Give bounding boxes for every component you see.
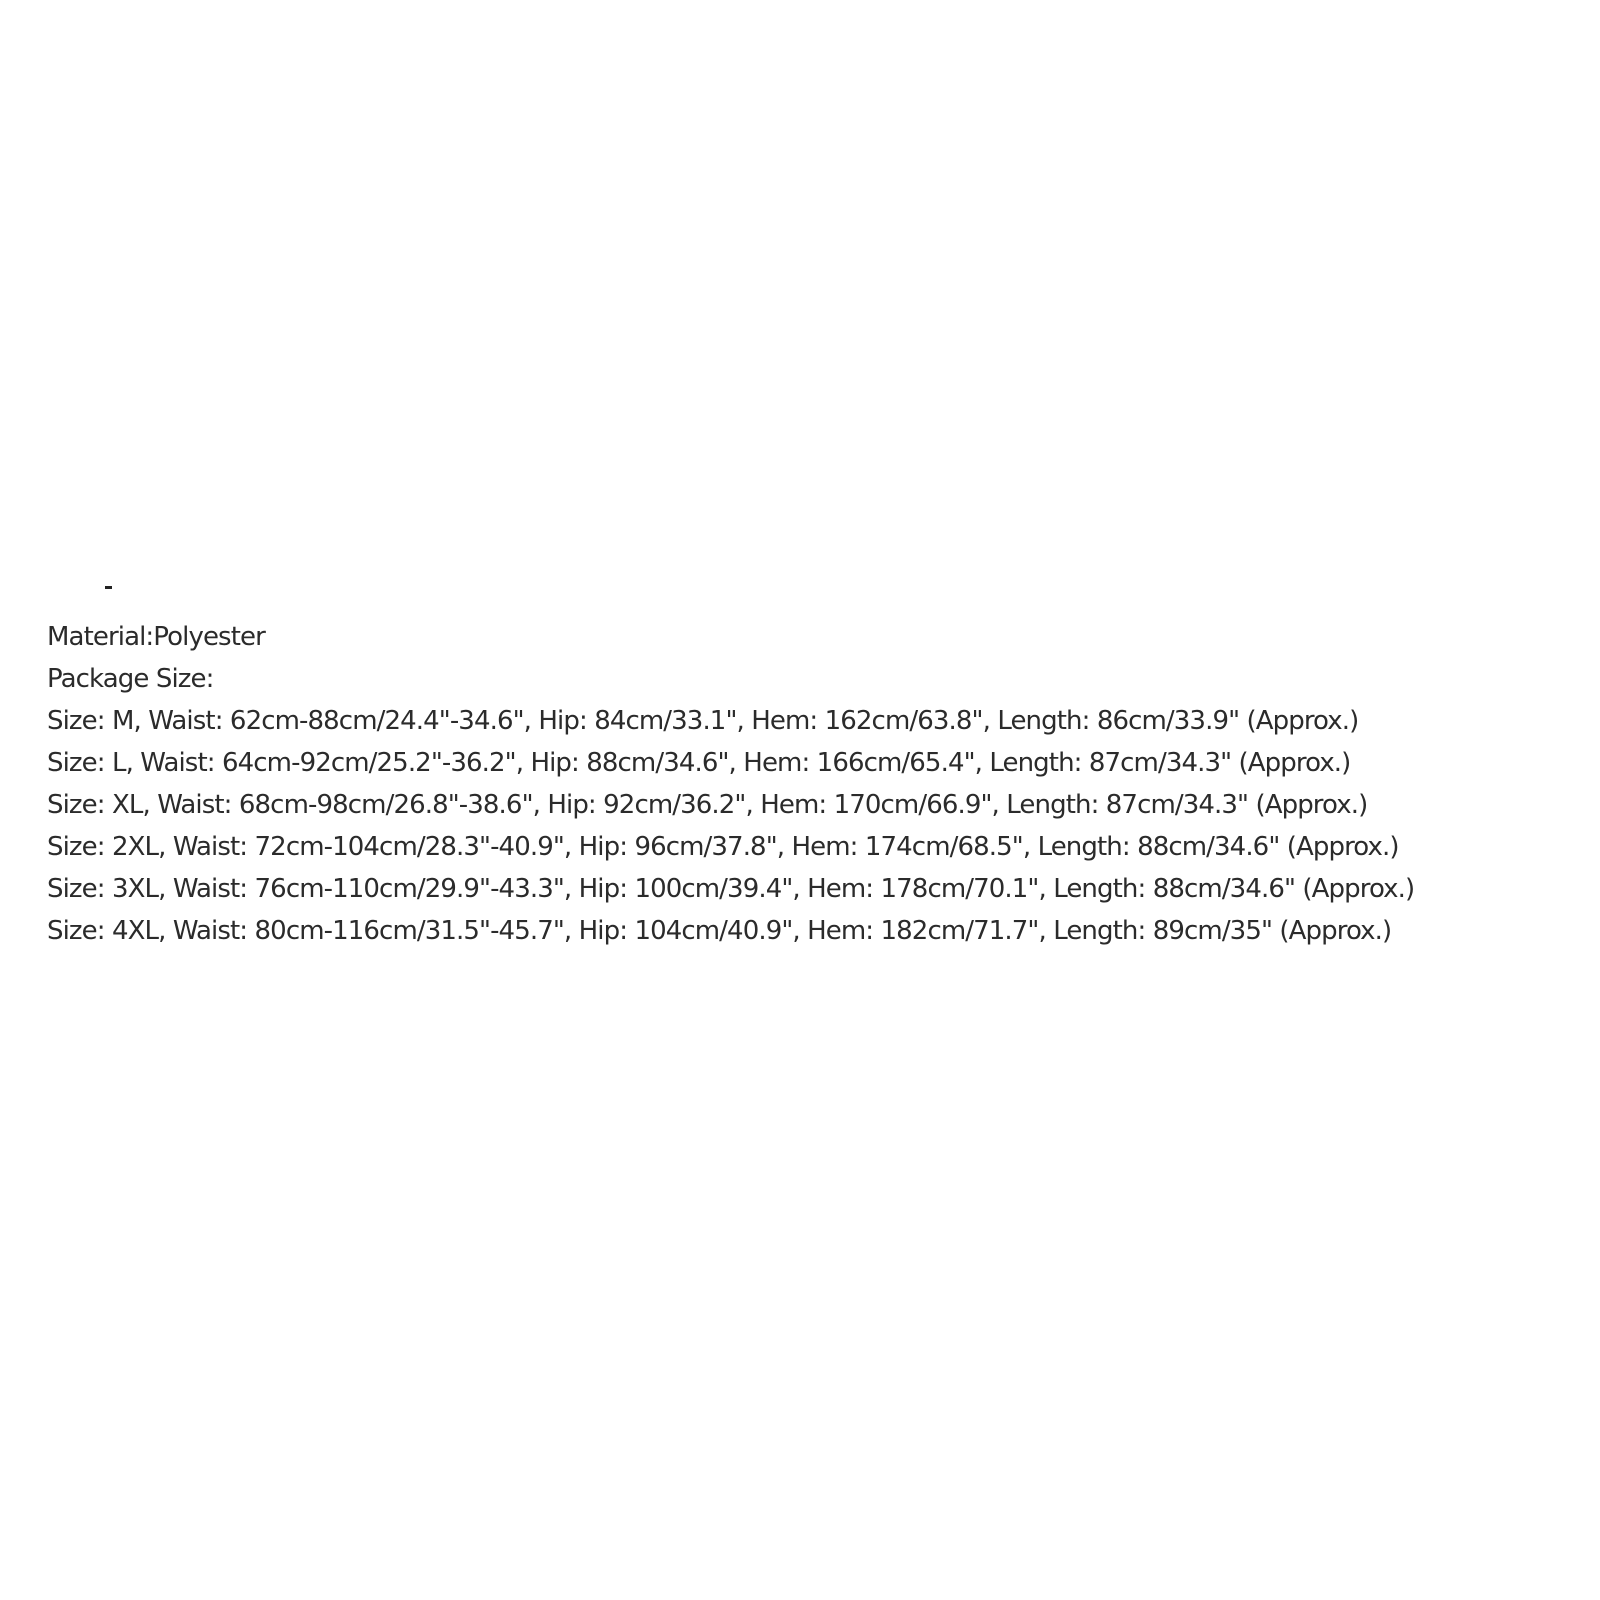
size-row-3xl: Size: 3XL, Waist: 76cm-110cm/29.9"-43.3", Hip: 100cm/39.4", Hem: 178cm/70.1", Length: 88cm/34.6" (Approx.): [47, 874, 1415, 904]
size-row-m: Size: M, Waist: 62cm-88cm/24.4"-34.6", Hip: 84cm/33.1", Hem: 162cm/63.8", Length: 86cm/33.9" (Approx.): [47, 706, 1359, 736]
size-row-xl: Size: XL, Waist: 68cm-98cm/26.8"-38.6", Hip: 92cm/36.2", Hem: 170cm/66.9", Length: 87cm/34.3" (Approx.): [47, 790, 1368, 820]
material-line: Material:Polyester: [47, 622, 265, 652]
size-row-l: Size: L, Waist: 64cm-92cm/25.2"-36.2", Hip: 88cm/34.6", Hem: 166cm/65.4", Length: 87cm/34.3" (Approx.): [47, 748, 1351, 778]
package-size-heading: Package Size:: [47, 664, 214, 694]
size-row-2xl: Size: 2XL, Waist: 72cm-104cm/28.3"-40.9", Hip: 96cm/37.8", Hem: 174cm/68.5", Length: 88cm/34.6" (Approx.): [47, 832, 1399, 862]
product-description: [47, 616, 1600, 952]
size-row-4xl: Size: 4XL, Waist: 80cm-116cm/31.5"-45.7", Hip: 104cm/40.9", Hem: 182cm/71.7", Length: 89cm/35" (Approx.): [47, 916, 1392, 946]
dash-mark: [105, 586, 112, 589]
